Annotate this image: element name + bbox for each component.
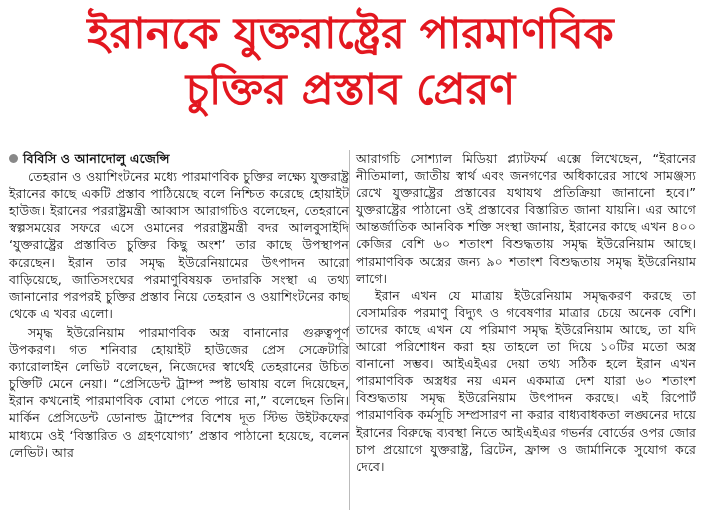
paragraph: আরাগচি সোশ্যাল মিডিয়া প্ল্যাটফর্ম এক্সে লিখেছেন, “ইরানের নীতিমালা, জাতীয় স্বার্থ এবং জনগণের অধিকারের সাথে সামঞ্জস্য রেখে যুক্তরাষ্ট্রের প্রস্তাবের যথাযথ প্রতিক্রিয়া জানানো হবে।” যুক্তরাষ্ট্রের পাঠানো ওই প্রস্তাবের বিস্তারিত জানা যায়নি। এর আগে আন্তর্জাতিক আনবিক শক্তি সংস্থা জানায়, ইরানের কাছে এখন ৪০০ কেজির বেশি ৬০ শতাংশ বিশুদ্ধতায় সমৃদ্ধ ইউরেনিয়াম আছে। পারমাণবিক অস্ত্রের জন্য ৯০ শতাংশ বিশুদ্ধতায় সমৃদ্ধ ইউরেনিয়াম লাগে। [356, 151, 696, 286]
paragraph: ইরান এখন যে মাত্রায় ইউরেনিয়াম সমৃদ্ধকরণ করছে তা বেসামরিক পরমাণু বিদ্যুৎ ও গবেষণার মাত্রার চেয়ে অনেক বেশি। তাদের কাছে এখন যে পরিমাণ সমৃদ্ধ ইউরেনিয়াম আছে, তা যদি আরো পরিশোধন করা হয় তাহলে তা দিয়ে ১০টির মতো অস্ত্র বানানো সম্ভব। আইএইএর দেয়া তথ্য সঠিক হলে ইরান এখন পারমাণবিক অস্ত্রধর নয় এমন একমাত্র দেশ যারা ৬০ শতাংশ বিশুদ্ধতায় সমৃদ্ধ ইউরেনিয়াম উৎপাদন করছে। এই রিপোর্ট পারমাণবিক কর্মসূচি সম্প্রসারণ না করার বাধ্যবাধকতা লঙ্ঘনের দায়ে ইরানের বিরুদ্ধে ব্যবস্থা নিতে আইএইএর গভর্নর বোর্ডের ওপর জোর চাপ প্রয়োগে যুক্তরাষ্ট্র, ব্রিটেন, ফ্রান্স ও জার্মানিকে সুযোগ করে দেবে। [356, 287, 696, 474]
paragraph: সমৃদ্ধ ইউরেনিয়াম পারমাণবিক অস্ত্র বানানোর গুরুত্বপূর্ণ উপকরণ। গত শনিবার হোয়াইট হাউজের প্রেস সেক্রেটারি ক্যারোলাইন লেভিট বলেছেন, নিজেদের স্বার্থেই তেহরানের উচিত চুক্তিটি মেনে নেয়া। “প্রেসিডেন্ট ট্রাম্প স্পষ্ট ভাষায় বলে দিয়েছেন, ইরান কখনোই পারমাণবিক বোমা পেতে পারে না,” বলেছেন তিনি। মার্কিন প্রেসিডেন্ট ডোনাল্ড ট্রাম্পের বিশেষ দূত স্টিভ উইটকফের মাধ্যমে ওই ‘বিস্তারিত ও গ্রহণযোগ্য’ প্রস্তাব পাঠানো হয়েছে, বলেন লেভিট। আর [9, 324, 349, 460]
headline-line-1: ইরানকে যুক্তরাষ্ট্রের পারমাণবিক [87, 9, 614, 59]
bullet-icon [9, 154, 18, 163]
byline [9, 150, 349, 167]
right-column [356, 150, 696, 475]
byline-text: বিবিসি ও আনাদোলু এজেন্সি [23, 151, 170, 166]
column-divider [349, 150, 350, 510]
headline-line-2: চুক্তির প্রস্তাব প্রেরণ [185, 65, 516, 115]
headline [0, 6, 701, 118]
paragraph: তেহরান ও ওয়াশিংটনের মধ্যে পারমাণবিক চুক্তির লক্ষ্যে যুক্তরাষ্ট্র ইরানের কাছে একটি প্রস্তাব পাঠিয়েছে বলে নিশ্চিত করেছে হোয়াইট হাউজ। ইরানের পররাষ্ট্রমন্ত্রী আব্বাস আরাগচিও বলেছেন, তেহরানে স্বল্পসময়ের সফরে এসে ওমানের পররাষ্ট্রমন্ত্রী বদর আলবুসাইদি ‘যুক্তরাষ্ট্রের প্রস্তাবিত চুক্তির কিছু অংশ’ তার কাছে উপস্থাপন করেছেন। ইরান তার সমৃদ্ধ ইউরেনিয়ামের উৎপাদন আরো বাড়িয়েছে, জাতিসংঘের পরমাণুবিষয়ক তদারকি সংস্থা এ তথ্য জানানোর পরপরই চুক্তির প্রস্তাব নিয়ে তেহরান ও ওয়াশিংটনের কাছ থেকে এ খবর এলো। [9, 169, 349, 321]
left-column [9, 150, 349, 461]
